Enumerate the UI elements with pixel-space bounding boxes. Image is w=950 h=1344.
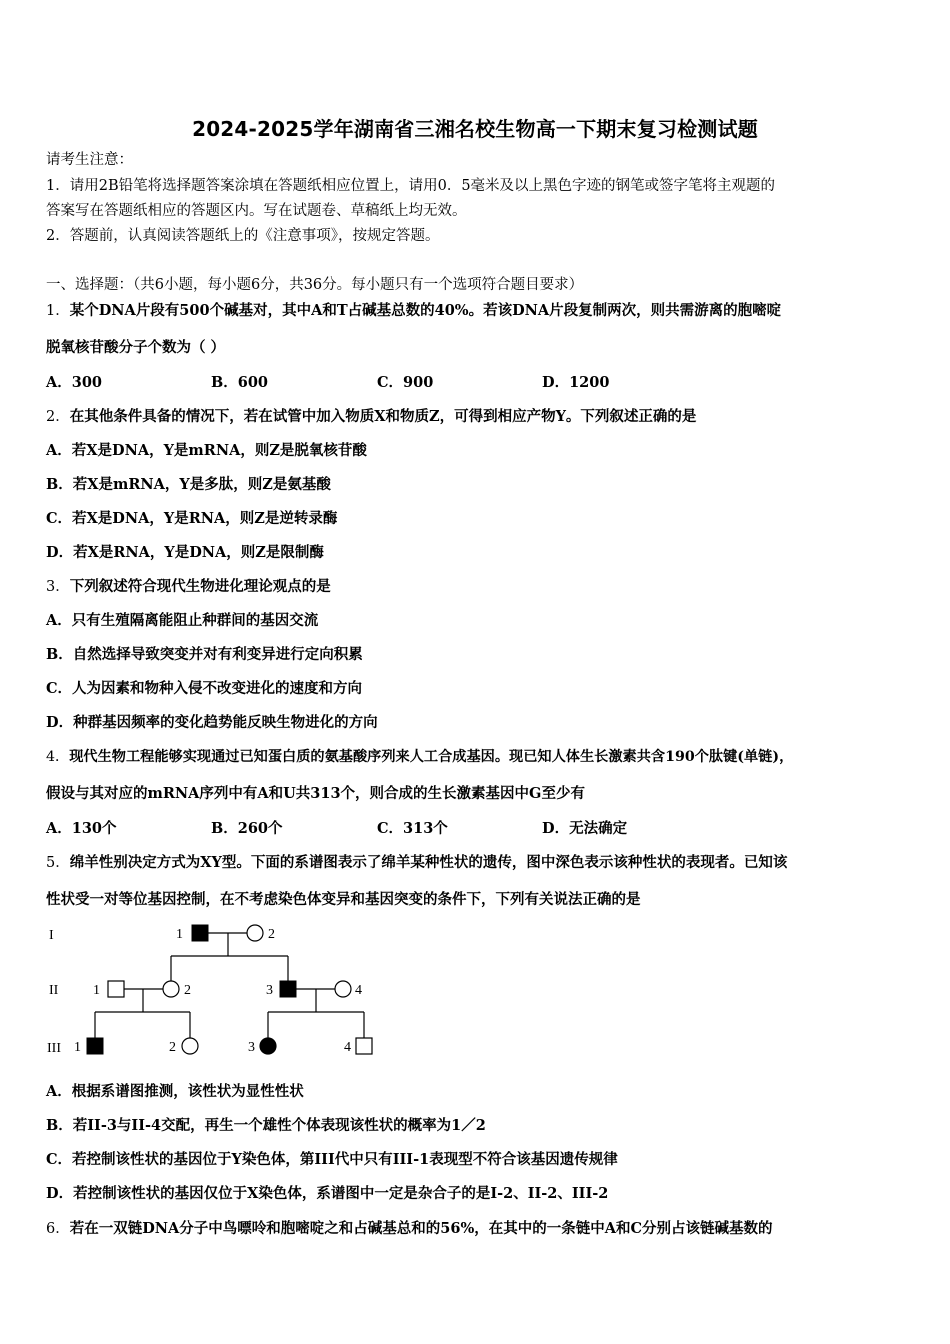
notice-heading: 请考生注意： [46,152,133,168]
question-4-number: 4． [46,749,70,765]
question-2-option-a: A．若X是DNA，Y是mRNA，则Z是脱氧核苷酸 [46,442,367,459]
pedigree-label-II-3: 3 [266,983,273,998]
pedigree-I-2-normal-female [247,925,263,941]
question-5-option-b: B．若II-3与II-4交配，再生一个雄性个体表现该性状的概率为1／2 [46,1117,486,1134]
question-1-option-c: C．900 [377,374,434,391]
pedigree-III-3-affected-female [260,1038,276,1054]
question-5-text-b: 性状受一对等位基因控制，在不考虑染色体变异和基因突变的条件下，下列有关说法正确的是 [46,891,641,908]
question-3-line [46,577,331,597]
question-1-text-b: 脱氧核苷酸分子个数为（ ） [46,339,226,356]
generation-label-III: III [47,1041,61,1056]
pedigree-label-III-2: 2 [169,1040,176,1055]
question-3-text: 下列叙述符合现代生物进化理论观点的是 [69,578,331,595]
question-4-option-d: D．无法确定 [542,820,628,837]
question-4-option-b: B．260个 [211,820,283,837]
pedigree-diagram [40,918,380,1063]
question-3-option-b: B．自然选择导致突变并对有利变异进行定向积累 [46,646,363,663]
question-6-line [46,1219,773,1239]
question-1-number: 1． [46,303,70,319]
question-4-option-a: A．130个 [46,820,117,837]
pedigree-label-I-1: 1 [176,927,183,942]
question-2-line [46,407,696,427]
pedigree-III-1-affected-male [87,1038,103,1054]
question-1-option-d: D．1200 [542,374,610,391]
notice-line-1b: 答案写在答题纸相应的答题区内。写在试题卷、草稿纸上均无效。 [46,203,467,219]
question-4-option-c: C．313个 [377,820,448,837]
question-1-option-a: A．300 [46,374,103,391]
question-5-option-a: A．根据系谱图推测，该性状为显性性状 [46,1083,304,1100]
pedigree-II-3-affected-male [280,981,296,997]
pedigree-II-1-normal-male [108,981,124,997]
pedigree-label-III-4: 4 [344,1040,351,1055]
question-3-option-a: A．只有生殖隔离能阻止种群间的基因交流 [46,612,319,629]
question-5-line-a [46,853,787,873]
question-3-option-d: D．种群基因频率的变化趋势能反映生物进化的方向 [46,714,378,731]
pedigree-label-I-2: 2 [268,927,275,942]
pedigree-III-2-normal-female [182,1038,198,1054]
question-2-option-b: B．若X是mRNA，Y是多肽，则Z是氨基酸 [46,476,331,493]
pedigree-label-II-2: 2 [184,983,191,998]
pedigree-label-II-4: 4 [355,983,362,998]
pedigree-label-II-1: 1 [93,983,100,998]
question-1-text-a: 某个DNA片段有500个碱基对，其中A和T占碱基总数的40%。若该DNA片段复制两次，则共需游离的胞嘧啶 [69,302,782,319]
pedigree-II-4-normal-female [335,981,351,997]
question-6-number: 6． [46,1221,70,1237]
generation-label-II: II [49,983,59,998]
question-1-line-a [46,301,781,321]
question-2-option-c: C．若X是DNA，Y是RNA，则Z是逆转录酶 [46,510,338,527]
pedigree-label-III-3: 3 [248,1040,255,1055]
question-6-text: 若在一双链DNA分子中鸟嘌呤和胞嘧啶之和占碱基总和的56%，在其中的一条链中A和C分别占该链碱基数的 [69,1220,773,1237]
question-5-number: 5． [46,855,70,871]
question-3-option-c: C．人为因素和物种入侵不改变进化的速度和方向 [46,680,363,697]
question-2-text: 在其他条件具备的情况下，若在试管中加入物质X和物质Z，可得到相应产物Y。下列叙述正确的是 [69,408,697,425]
question-1-option-b: B．600 [211,374,269,391]
pedigree-II-2-normal-female [163,981,179,997]
pedigree-III-4-normal-male [356,1038,372,1054]
section-heading: 一、选择题：（共6小题，每小题6分，共36分。每小题只有一个选项符合题目要求） [46,277,584,293]
question-3-number: 3． [46,579,70,595]
question-2-number: 2． [46,409,70,425]
notice-line-1a: 1．请用2B铅笔将选择题答案涂填在答题纸相应位置上，请用0．5毫米及以上黑色字迹的钢笔或签字笔将主观题的 [46,178,776,194]
question-5-option-c: C．若控制该性状的基因位于Y染色体，第III代中只有III-1表现型不符合该基因遗传规律 [46,1151,618,1168]
question-4-text-a: 现代生物工程能够实现通过已知蛋白质的氨基酸序列来人工合成基因。现已知人体生长激素共含190个肽键(单链)， [69,749,794,765]
question-4-text-b: 假设与其对应的mRNA序列中有A和U共313个，则合成的生长激素基因中G至少有 [46,785,585,802]
question-2-option-d: D．若X是RNA，Y是DNA，则Z是限制酶 [46,544,324,561]
notice-line-2: 2．答题前，认真阅读答题纸上的《注意事项》，按规定答题。 [46,228,440,244]
generation-label-I: I [49,928,54,943]
page-title: 2024-2025学年湖南省三湘名校生物高一下期末复习检测试题 [192,117,758,141]
question-5-text-a: 绵羊性别决定方式为XY型。下面的系谱图表示了绵羊某种性状的遗传，图中深色表示该种性状的表现者。已知该 [69,854,788,871]
question-5-option-d: D．若控制该性状的基因仅位于X染色体，系谱图中一定是杂合子的是I-2、II-2、III-2 [46,1185,609,1202]
pedigree-lines [95,933,364,1038]
pedigree-I-1-affected-male [192,925,208,941]
question-4-line-a [46,747,793,767]
pedigree-label-III-1: 1 [74,1040,81,1055]
